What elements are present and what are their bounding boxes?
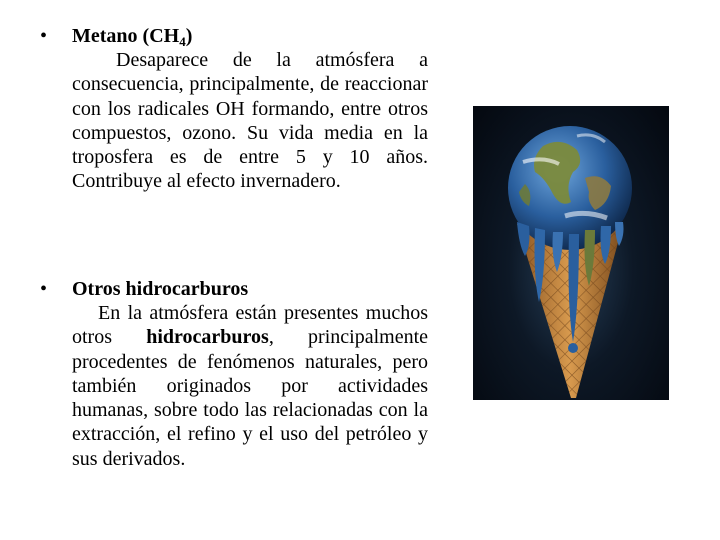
melting-earth-illustration	[473, 106, 669, 400]
bullet-heading	[40, 277, 428, 301]
bullet-heading	[40, 24, 428, 48]
bullet-metano	[40, 24, 428, 194]
melting-earth-ice-cream-cone-icon	[473, 106, 669, 400]
bold-term: hidrocarburos	[146, 326, 269, 349]
bullet-marker: •	[40, 25, 48, 47]
hidrocarburos-paragraph: En la atmósfera están presentes muchos otros hidrocarburos, principalmente procedentes de fenómenos naturales, pero también originados por actividades humanas, sobre todo las relacionadas con la extracción, el refino y el uso del petróleo y sus derivados.	[72, 302, 429, 470]
heading-title: Metano $(CH_4)$	[72, 25, 193, 49]
bullet-marker: •	[40, 278, 48, 300]
heading-title: Otros hidrocarburos	[72, 278, 249, 300]
metano-paragraph: Desaparece de la atmósfera a consecuencia, principalmente, de reaccionar con los radicales OH formando, entre otros compuestos, ozono. Su vida media en la troposfera es de entre 5 y 10 años. Contribuye al efecto invernadero.	[72, 49, 428, 193]
subscript-4: 4	[179, 34, 186, 49]
bullet-otros-hidrocarburos	[40, 277, 428, 471]
